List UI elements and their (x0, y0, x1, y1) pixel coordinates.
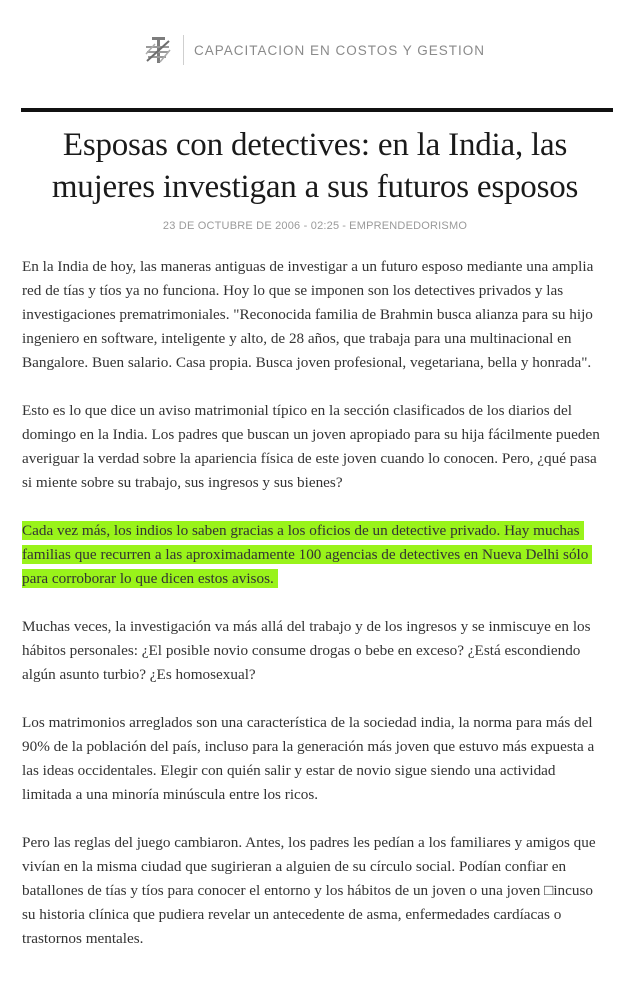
site-header (0, 0, 630, 110)
article-title: Esposas con detectives: en la India, las mujeres investigan a sus futuros esposos (51, 127, 579, 205)
paragraph: En la India de hoy, las maneras antiguas de investigar a un futuro esposo mediante una amplia red de tías y tíos ya no funciona. Hoy lo que se imponen son los detectives privados y las investigaciones prematrimoniales. "Reconocida familia de Brahmin busca alianza para su hijo ingeniero en software, inteligente y alto, de 28 años, que trabaja para una multinacional en Bangalore. Buen salario. Casa propia. Busca joven profesional, vegetariana, bella y honrada". (22, 258, 594, 371)
site-name[interactable]: CAPACITACION EN COSTOS Y GESTION (193, 42, 486, 58)
paragraph: Esto es lo que dice un aviso matrimonial típico en la sección clasificados de los diarios del domingo en la India. Los padres que buscan un joven apropiado para su hija fácilmente pueden averiguar la verdad sobre la apariencia física de este joven cuando lo conocen. Pero, ¿qué pasa si miente sobre su trabajo, sus ingresos y sus bienes? (22, 402, 600, 491)
header-rule (21, 108, 613, 112)
article (22, 124, 608, 975)
site-brand[interactable] (145, 35, 485, 65)
article-body (22, 255, 608, 951)
paragraph: Muchas veces, la investigación va más allá del trabajo y de los ingresos y se inmiscuye en los hábitos personales: ¿El posible novio consume drogas o bebe en exceso? ¿Está escondiendo algún asunto turbio? ¿Es homosexual? (22, 618, 591, 683)
text-highlight: Cada vez más, los indios lo saben gracias a los oficios de un detective privado. Hay muchas familias que recurren a las aproximadamente 100 agencias de detectives en Nueva Delhi sólo para corroborar lo que dicen estos avisos. (22, 521, 592, 588)
brand-divider (183, 35, 184, 65)
article-category[interactable]: EMPRENDEDORISMO (349, 220, 468, 232)
article-meta (22, 220, 608, 232)
article-date: 23 DE OCTUBRE DE 2006 - 02:25 (162, 220, 340, 232)
highlighted-paragraph (22, 519, 608, 591)
paragraph: Los matrimonios arreglados son una característica de la sociedad india, la norma para más del 90% de la población del país, incluso para la generación más joven que estuvo más expuesta a las ideas occidentales. Elegir con quién salir y estar de novio sigue siendo una actividad limitada a una minoría minúscula entre los ricos. (22, 714, 595, 803)
paragraph: Pero las reglas del juego cambiaron. Antes, los padres les pedían a los familiares y amigos que vivían en la misma ciudad que sugirieran a alguien de su círculo social. Podían confiar en batallones de tías y tíos para conocer el entorno y los hábitos de un joven o una joven □incuso su historia clínica que pudiera revelar un antecedente de asma, enfermedades cardíacas o trastornos mentales. (22, 834, 596, 947)
meta-separator: - (342, 220, 347, 232)
site-logo-icon (145, 36, 171, 64)
